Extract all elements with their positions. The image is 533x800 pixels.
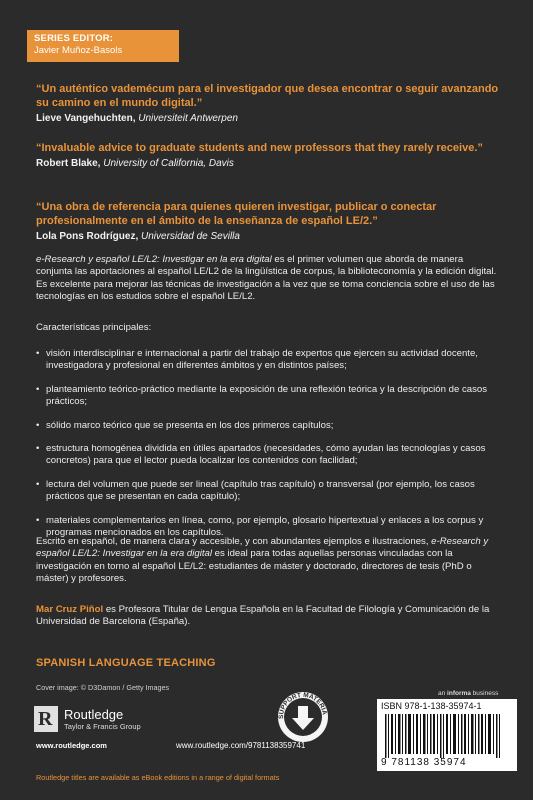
series-editor-label: SERIES EDITOR: [34,33,114,44]
quote-author: Lola Pons Rodríguez, [36,231,139,242]
intro-paragraph [36,254,502,304]
isbn-label: ISBN 978-1-138-35974-1 [381,701,482,711]
quote-affiliation: Universidad de Sevilla [141,231,240,242]
series-editor-box [27,30,179,62]
intro-text: es el primer volumen que aborda de manera conjunta las aportaciones al español LE/L2 de la lingüística de corpus, la biblioteconomía y la edición digital. Es excelente para mejorar las técnicas de investigación a la vez que se toma conciencia sobre el uso de las tecnologías en los estudios sobre el español LE/L2. [36,254,497,303]
publisher-sub: Taylor & Francis Group [64,721,141,731]
quote-affiliation: University of California, Davis [103,158,234,169]
list-item: • planteamiento teórico-práctico mediante la exposición de una reflexión teórica y la descripción de casos prácticos; [36,384,502,409]
author-bio-text: es Profesora Titular de Lengua Española en la Facultad de Filología y Comunicación de la Universidad de Barcelona (España). [36,604,490,628]
barcode-digits: 9 781138 35974 [381,757,467,768]
cover-credit: Cover image: © D3Damon / Getty Images [36,683,170,692]
list-item: • visión interdisciplinar e internacional a partir del trabajo de expertos que ejercen su actividad docente, investigadora y profesional en diferentes ámbitos y en distintos países; [36,348,502,373]
quote-2 [36,141,506,170]
list-item: • materiales complementarios en línea, como, por ejemplo, glosario hipertextual y enlaces a los corpus y programas mencionados en los capítulos. [36,515,502,540]
list-item: • estructura homogénea dividida en útiles apartados (necesidades, cómo ayudan las tecnologías y casos concretos) para que el lector pueda localizar los contenidos con facilidad; [36,443,502,468]
support-material-badge-icon [276,690,330,744]
routledge-logo-icon [34,706,58,732]
informa-suffix: business [470,690,499,697]
isbn-barcode [377,699,517,771]
book-title-italic: e-Research y español LE/L2: Investigar en la era digital [36,536,489,560]
quote-text: “Un auténtico vademécum para el investigador que desea encontrar o seguir avanzando su camino en el mundo digital.” [36,83,499,109]
features-heading: Características principales: [36,322,152,333]
publisher-url: www.routledge.com [36,741,107,750]
quote-3 [36,200,506,243]
closing-before: Escrito en español, de manera clara y accesible, y con abundantes ejemplos e ilustraciones, [36,536,432,547]
book-url: www.routledge.com/9781138359741 [176,741,306,750]
quote-text: “Invaluable advice to graduate students and new professors that they rarely receive.” [36,142,483,154]
quote-text: “Una obra de referencia para quienes quieren investigar, publicar o conectar profesionalmente en el ámbito de la enseñanza de español LE/2.” [36,201,437,227]
quote-1 [36,82,506,125]
closing-after: es ideal para todas aquellas personas vinculadas con la investigación en torno al español LE/L2: estudiantes de máster y doctorado, directores de tesis (PhD o máster) y profesores. [36,548,472,585]
closing-paragraph [36,536,502,586]
series-editor-name: Javier Muñoz-Basols [34,45,123,56]
barcode-icon [381,713,513,759]
informa-brand: informa [447,690,471,697]
informa-prefix: an [438,690,448,697]
list-item: • sólido marco teórico que se presenta en los dos primeros capítulos; [36,420,502,432]
informa-tagline [438,690,498,697]
author-name: Mar Cruz Piñol [36,604,104,615]
support-badge-text: SUPPORT MATERIA [277,691,328,720]
quote-author: Lieve Vangehuchten, [36,113,136,124]
book-title-italic: e-Research y español LE/L2: Investigar en la era digital [36,254,272,265]
features-list [36,348,502,550]
publisher-logo [34,706,141,732]
ebook-note: Routledge titles are available as eBook editions in a range of digital formats [36,773,280,782]
publisher-name: Routledge [64,706,124,722]
quote-author: Robert Blake, [36,158,101,169]
category-label: SPANISH LANGUAGE TEACHING [36,657,216,669]
list-item: • lectura del volumen que puede ser lineal (capítulo tras capítulo) o transversal (por ejemplo, los casos prácticos que se presentan en cada capítulo); [36,479,502,504]
quote-affiliation: Universiteit Antwerpen [138,113,238,124]
author-bio [36,604,502,629]
